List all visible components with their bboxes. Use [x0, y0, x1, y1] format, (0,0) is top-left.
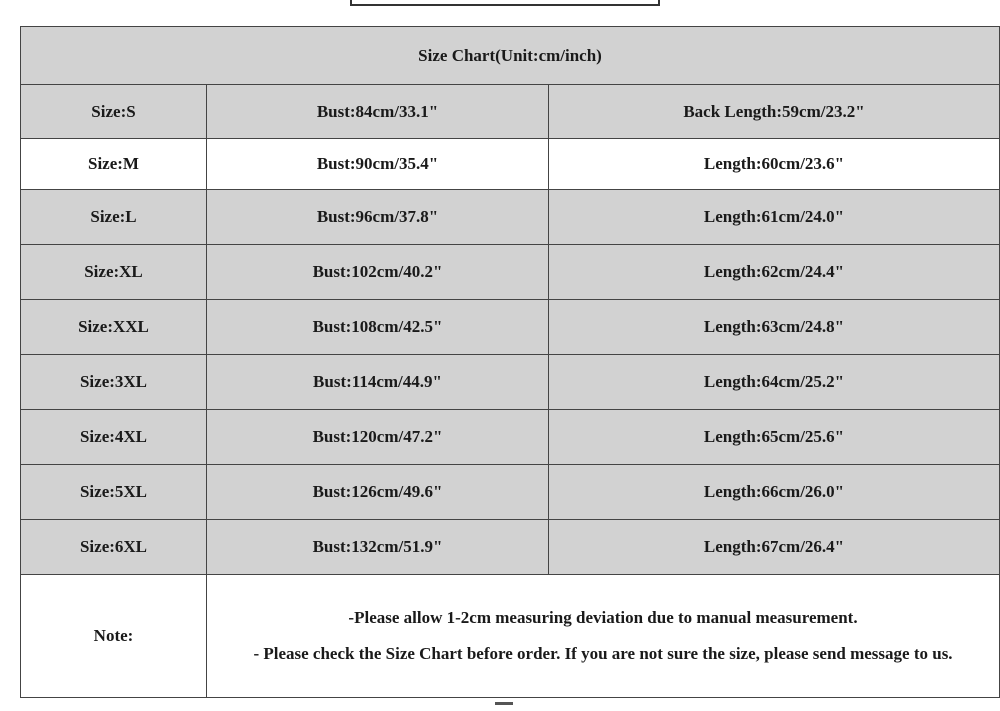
length-cell: Length:62cm/24.4" [549, 245, 1000, 300]
chart-title: Size Chart(Unit:cm/inch) [21, 27, 1000, 85]
table-row [21, 520, 1000, 575]
table-row [21, 465, 1000, 520]
length-cell: Length:60cm/23.6" [549, 139, 1000, 190]
bust-cell: Bust:120cm/47.2" [207, 410, 549, 465]
bust-cell: Bust:108cm/42.5" [207, 300, 549, 355]
bust-cell: Bust:102cm/40.2" [207, 245, 549, 300]
length-cell: Length:61cm/24.0" [549, 190, 1000, 245]
note-line: - Please check the Size Chart before order. If you are not sure the size, please send message to us. [253, 644, 953, 663]
size-cell: Size:S [21, 85, 207, 139]
bust-cell: Bust:84cm/33.1" [207, 85, 549, 139]
top-frame-edge [350, 0, 660, 6]
size-cell: Size:5XL [21, 465, 207, 520]
table-row [21, 190, 1000, 245]
table-row [21, 355, 1000, 410]
length-cell: Length:64cm/25.2" [549, 355, 1000, 410]
table-row [21, 410, 1000, 465]
table-row [21, 139, 1000, 190]
note-content [207, 575, 1000, 698]
bust-cell: Bust:114cm/44.9" [207, 355, 549, 410]
table-row [21, 245, 1000, 300]
size-cell: Size:XXL [21, 300, 207, 355]
bust-cell: Bust:90cm/35.4" [207, 139, 549, 190]
size-cell: Size:M [21, 139, 207, 190]
length-cell: Back Length:59cm/23.2" [549, 85, 1000, 139]
length-cell: Length:67cm/26.4" [549, 520, 1000, 575]
size-cell: Size:4XL [21, 410, 207, 465]
size-cell: Size:6XL [21, 520, 207, 575]
note-label: Note: [21, 575, 207, 698]
title-row [21, 27, 1000, 85]
size-cell: Size:XL [21, 245, 207, 300]
length-cell: Length:63cm/24.8" [549, 300, 1000, 355]
length-cell: Length:66cm/26.0" [549, 465, 1000, 520]
bottom-edge-mark [495, 702, 513, 711]
bust-cell: Bust:126cm/49.6" [207, 465, 549, 520]
note-row [21, 575, 1000, 698]
note-line: -Please allow 1-2cm measuring deviation due to manual measurement. [348, 608, 858, 627]
size-cell: Size:3XL [21, 355, 207, 410]
bust-cell: Bust:96cm/37.8" [207, 190, 549, 245]
size-chart-table [20, 26, 1000, 698]
length-cell: Length:65cm/25.6" [549, 410, 1000, 465]
table-row [21, 300, 1000, 355]
size-cell: Size:L [21, 190, 207, 245]
table-row [21, 85, 1000, 139]
bust-cell: Bust:132cm/51.9" [207, 520, 549, 575]
